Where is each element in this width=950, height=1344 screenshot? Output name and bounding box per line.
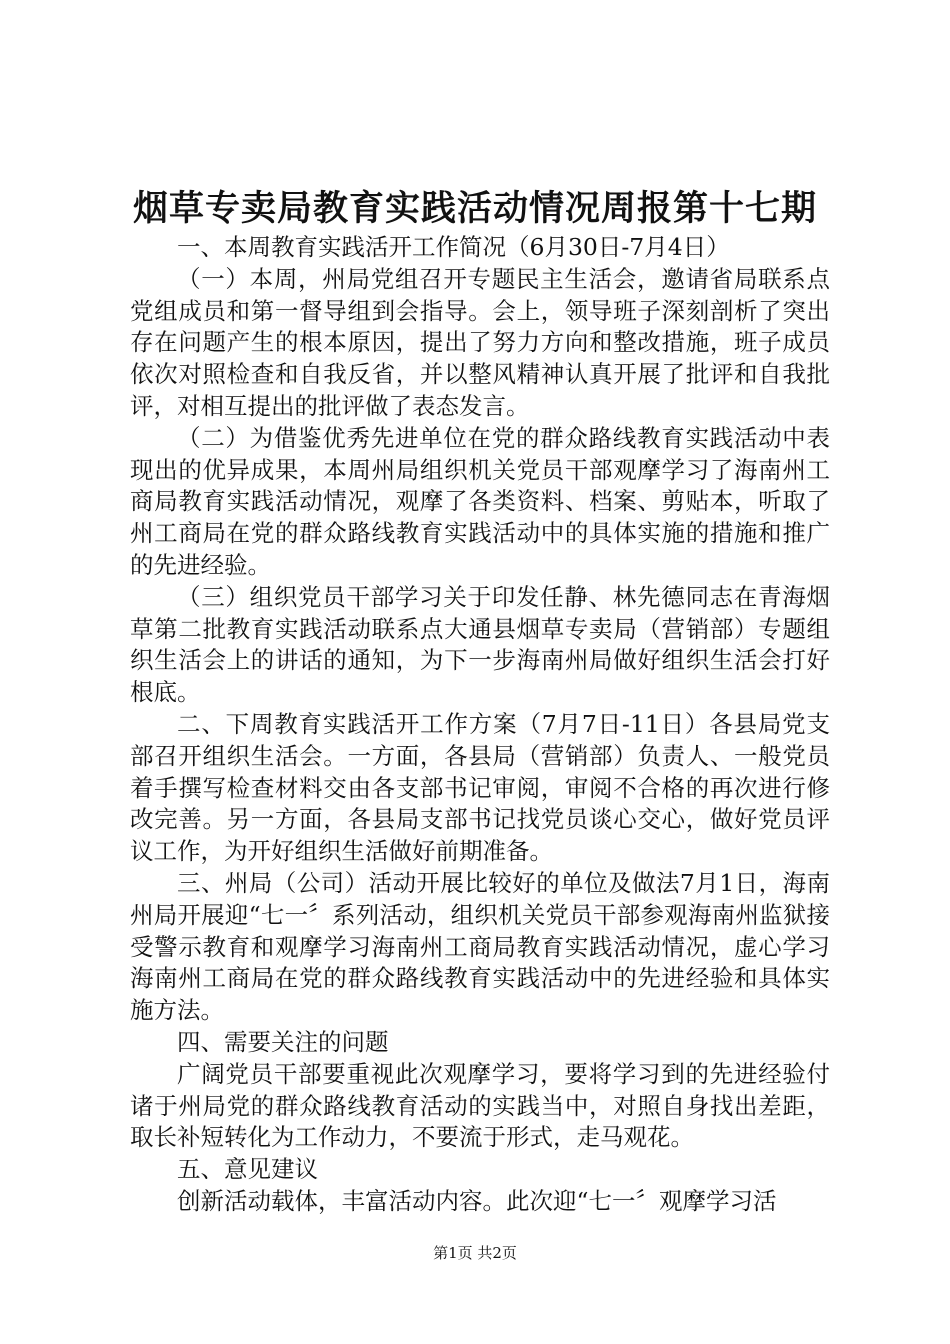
paragraph: （一）本周，州局党组召开专题民主生活会，邀请省局联系点党组成员和第一督导组到会指导。会上，领导班子深刻剖析了突出存在问题产生的根本原因，提出了努力方向和整改措施，班子成员依次对照检查和自我反省，并以整风精神认真开展了批评和自我批评，对相互提出的批评做了表态发言。	[130, 264, 830, 420]
paragraph: （二）为借鉴优秀先进单位在党的群众路线教育实践活动中表现出的优异成果，本周州局组织机关党员干部观摩学习了海南州工商局教育实践活动情况，观摩了各类资料、档案、剪贴本，听取了州工商局在党的群众路线教育实践活动中的具体实施的措施和推广的先进经验。	[130, 423, 830, 579]
paragraph: 二、下周教育实践活开工作方案（7月7日-11日）各县局党支部召开组织生活会。一方面，各县局（营销部）负责人、一般党员着手撰写检查材料交由各支部书记审阅，审阅不合格的再次进行修改完善。另一方面，各县局支部书记找党员谈心交心，做好党员评议工作，为开好组织生活做好前期准备。	[130, 709, 830, 866]
paragraph: 创新活动载体，丰富活动内容。此次迎“七一〞观摩学习活	[177, 1186, 777, 1215]
section-heading: 五、意见建议	[177, 1155, 318, 1184]
paragraph: 三、州局（公司）活动开展比较好的单位及做法7月1日，海南州局开展迎“七一〞系列活动，组织机关党员干部参观海南州监狱接受警示教育和观摩学习海南州工商局教育实践活动情况，虚心学习海南州工商局在党的群众路线教育实践活动中的先进经验和具体实施方法。	[130, 868, 830, 1025]
document-body	[130, 232, 830, 1218]
paragraph: （三）组织党员干部学习关于印发任静、林先德同志在青海烟草第二批教育实践活动联系点大通县烟草专卖局（营销部）专题组织生活会上的讲话的通知，为下一步海南州局做好组织生活会打好根底。	[130, 582, 830, 707]
section-heading: 一、本周教育实践活开工作简况（6月30日-7月4日）	[177, 233, 730, 261]
document-title: 烟草专卖局教育实践活动情况周报第十七期	[132, 188, 817, 229]
page-number-footer: 第1页 共2页	[433, 1244, 517, 1262]
section-heading: 四、需要关注的问题	[177, 1027, 389, 1056]
paragraph: 广阔党员干部要重视此次观摩学习，要将学习到的先进经验付诸于州局党的群众路线教育活动的实践当中，对照自身找出差距，取长补短转化为工作动力，不要流于形式，走马观花。	[130, 1059, 830, 1152]
